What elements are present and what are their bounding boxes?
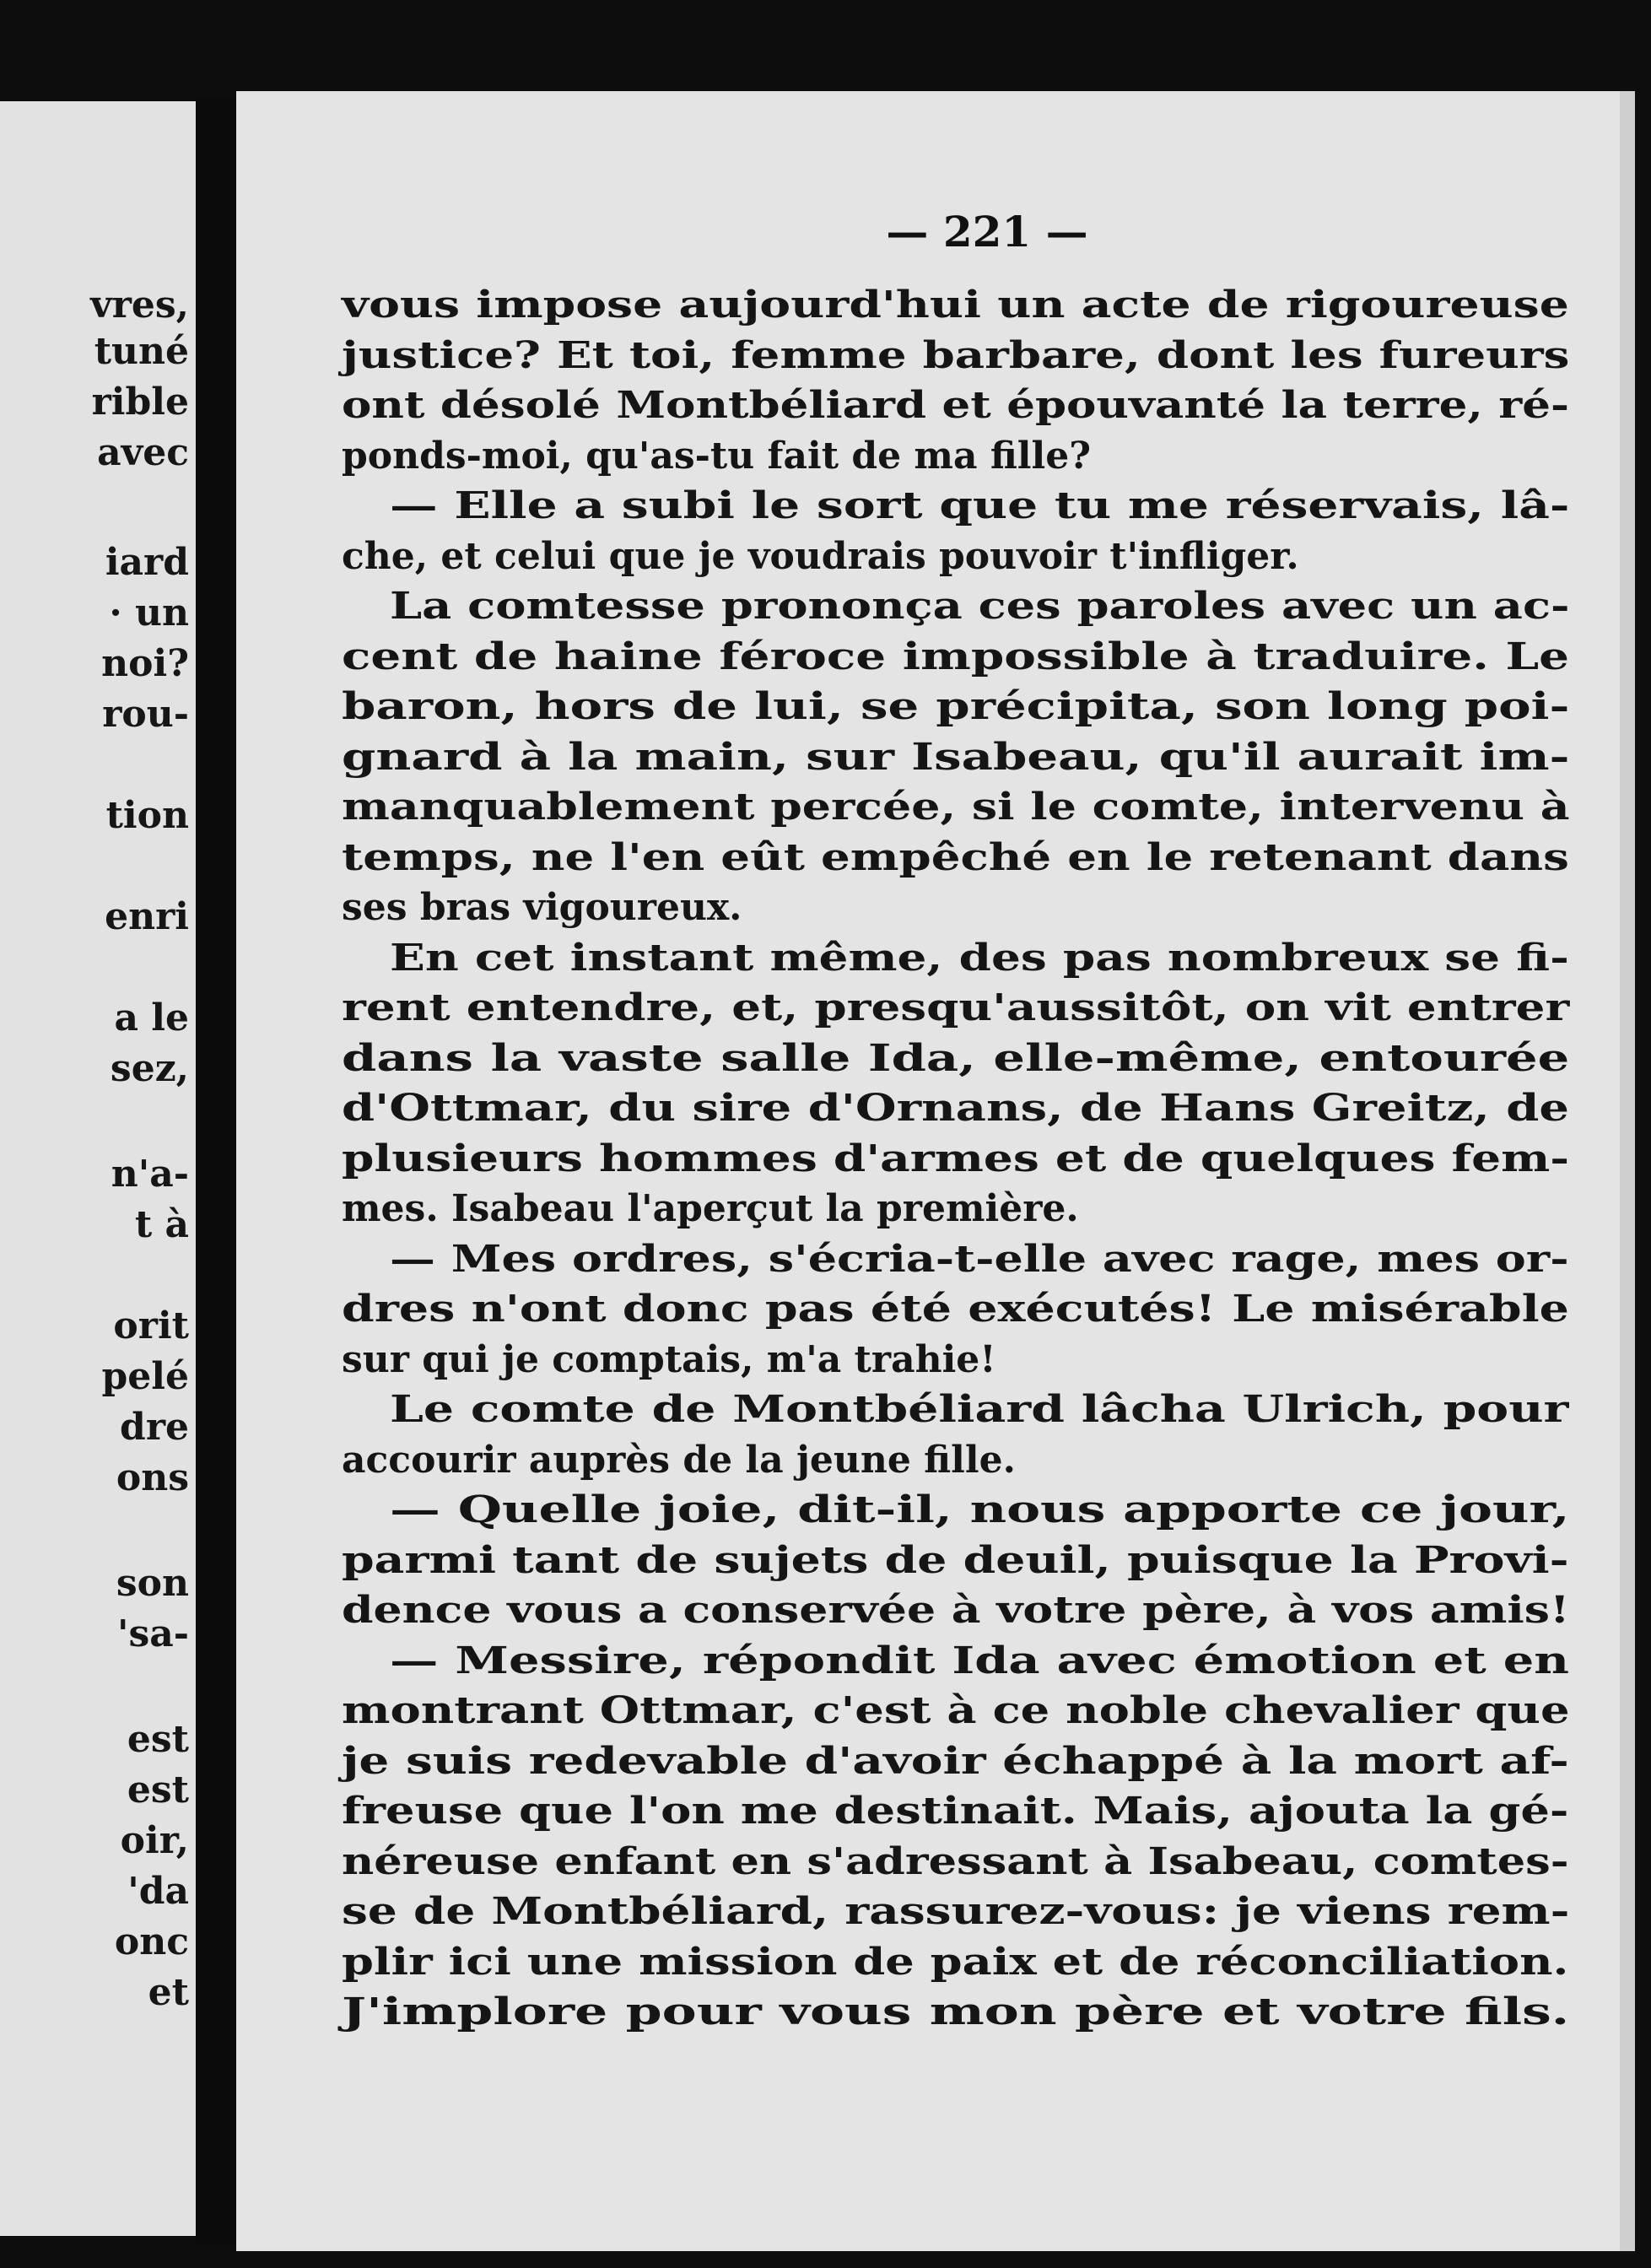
body-text-line: plir ici une mission de paix et de réconciliation. (342, 1941, 1569, 1984)
body-text-line: je suis redevable d'avoir échappé à la mort af- (342, 1740, 1569, 1783)
body-text-line: — Mes ordres, s'écria-t-elle avec rage, mes or- (390, 1238, 1569, 1281)
body-text-line: manquablement percée, si le comte, intervenu à (342, 786, 1570, 829)
body-text-line: justice? Et toi, femme barbare, dont les fureurs (342, 334, 1570, 377)
body-text-line: se de Montbéliard, rassurez-vous: je viens rem- (342, 1890, 1570, 1933)
body-text-line: baron, hors de lui, se précipita, son long poi- (342, 685, 1570, 728)
left-page-line: et (148, 1971, 189, 2014)
left-page-line: n'a- (111, 1153, 189, 1196)
body-text-line: ses bras vigoureux. (342, 886, 742, 929)
body-text-line: — Quelle joie, dit-il, nous apporte ce jour, (390, 1488, 1570, 1531)
left-page-line: est (127, 1768, 189, 1812)
body-text-line: rent entendre, et, presqu'aussitôt, on vit entrer (342, 986, 1570, 1029)
body-text-line: temps, ne l'en eût empêché en le retenant dans (342, 836, 1569, 879)
body-text-line: freuse que l'on me destinait. Mais, ajouta la gé- (342, 1790, 1569, 1833)
body-text-line: dres n'ont donc pas été exécutés! Le misérable (342, 1288, 1569, 1331)
left-page-line: son (116, 1562, 189, 1605)
left-page-fragment (0, 101, 196, 2236)
page-number: — 221 — (886, 207, 1088, 256)
body-text-line: mes. Isabeau l'aperçut la première. (342, 1187, 1079, 1230)
body-text-line: d'Ottmar, du sire d'Ornans, de Hans Greitz, de (342, 1087, 1569, 1130)
body-text-line: ont désolé Montbéliard et épouvanté la terre, ré- (342, 384, 1569, 427)
body-text-line: parmi tant de sujets de deuil, puisque la Provi- (342, 1539, 1569, 1582)
body-text-line: sur qui je comptais, m'a trahie! (342, 1338, 996, 1381)
body-text-line: Le comte de Montbéliard lâcha Ulrich, pour (390, 1388, 1569, 1431)
left-page-line: orit (113, 1304, 189, 1347)
left-page-line: dre (120, 1406, 189, 1449)
left-page-line: iard (105, 541, 189, 584)
body-text-line: dans la vaste salle Ida, elle-même, entourée (342, 1037, 1570, 1080)
left-page-line: avec (97, 431, 189, 474)
body-text-line: che, et celui que je voudrais pouvoir t'infliger. (342, 535, 1299, 578)
body-text-line: La comtesse prononça ces paroles avec un ac- (390, 585, 1570, 628)
left-page-line: vres, (90, 284, 189, 327)
body-text-line: — Messire, répondit Ida avec émotion et en (390, 1639, 1570, 1682)
left-page-line: sez, (110, 1047, 189, 1090)
left-page-line: noi? (101, 642, 189, 685)
body-text-line: ponds-moi, qu'as-tu fait de ma fille? (342, 435, 1092, 478)
left-page-line: ons (116, 1456, 189, 1499)
left-page-line: · un (109, 591, 189, 634)
body-text-line: cent de haine féroce impossible à traduire. Le (342, 635, 1570, 678)
page-edge (1620, 91, 1635, 2251)
body-text-line: J'implore pour vous mon père et votre fils. (342, 1990, 1570, 2033)
body-text-line: gnard à la main, sur Isabeau, qu'il aurait im- (342, 736, 1570, 779)
body-text-line: montrant Ottmar, c'est à ce noble chevalier que (342, 1689, 1570, 1732)
left-page-line: 'sa- (116, 1612, 189, 1655)
book-gutter (196, 97, 236, 2244)
left-page-line: rou- (102, 693, 189, 736)
left-page-line: enri (105, 895, 189, 938)
left-page-line: pelé (101, 1355, 189, 1398)
left-page-line: tuné (94, 330, 189, 373)
left-page-line: oir, (120, 1819, 189, 1862)
body-text-line: vous impose aujourd'hui un acte de rigoureuse (342, 284, 1569, 327)
left-page-line: 'da (127, 1870, 189, 1913)
body-text-line: plusieurs hommes d'armes et de quelques fem- (342, 1137, 1570, 1180)
body-text-line: accourir auprès de la jeune fille. (342, 1439, 1016, 1482)
left-page-line: tion (105, 794, 189, 837)
body-text-line: néreuse enfant en s'adressant à Isabeau, comtes- (342, 1840, 1569, 1883)
left-page-line: onc (114, 1920, 189, 1963)
left-page-line: rible (91, 381, 189, 424)
body-text-line: dence vous a conservée à votre père, à vos amis! (342, 1589, 1570, 1632)
left-page-line: est (127, 1718, 189, 1761)
body-text-line: — Elle a subi le sort que tu me réservais, lâ- (390, 484, 1570, 527)
left-page-line: a le (114, 996, 189, 1040)
left-page-line: t à (134, 1203, 189, 1246)
body-text-line: En cet instant même, des pas nombreux se fi- (390, 937, 1569, 980)
right-page (236, 91, 1620, 2251)
